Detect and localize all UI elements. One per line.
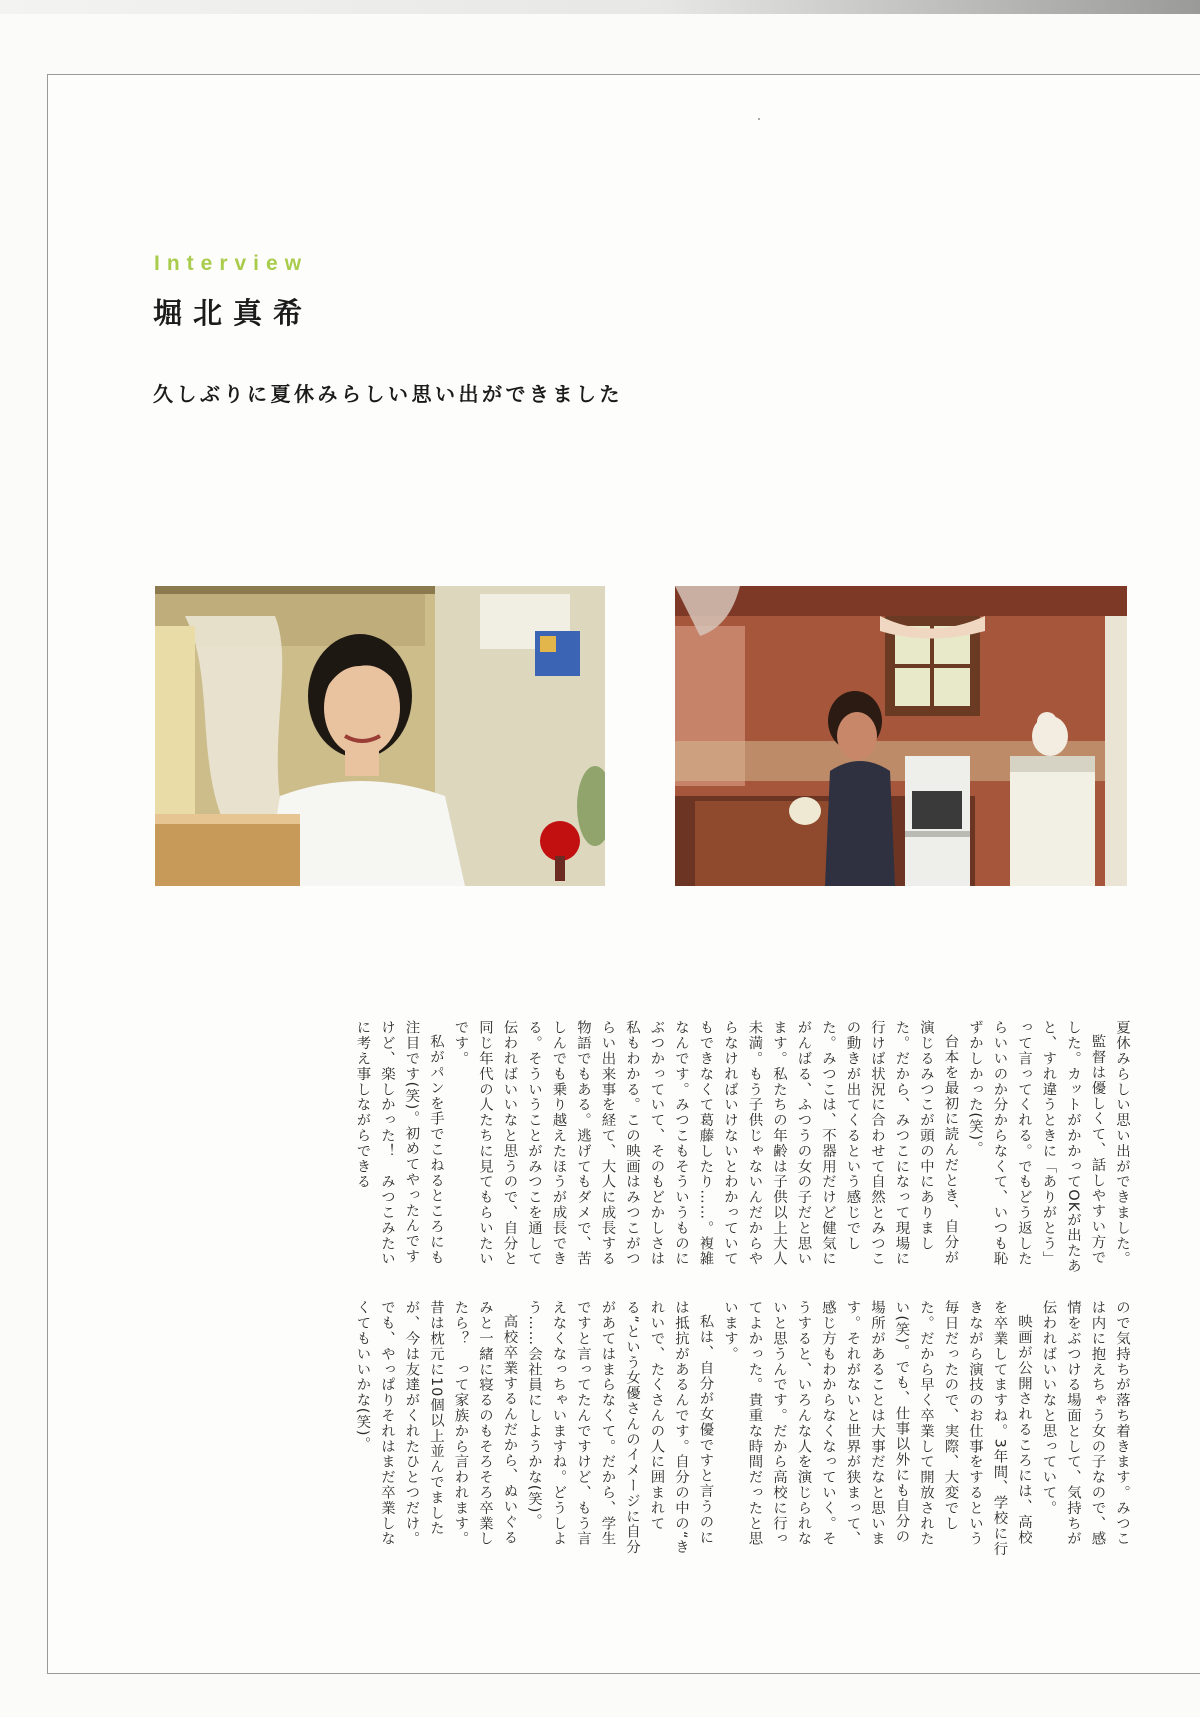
paragraph: 台本を最初に読んだとき、自分が演じるみつこが頭の中にありました。だから、みつこになって現場に行けば状況に合わせて自然とみつこの動きが出てくるという感じでした。みつこは、不器用だけど健気にがんばる、ふつうの女の子だと思います。私たちの年齢は子供以上大人未満。もう子供じゃないんだからやらなければいけないとわかっていてもできなくて葛藤したり……。複雑なんです。みつこもそういうものにぶつかっていて、そのもどかしさは私もわかる。この映画はみつこがつらい出来事を経て、大人に成長する物語でもある。逃げてもダメで、苦しんでも乗り越えたほうが成長できる。そういうことがみつこを通して伝わればいいなと思うので、自分と同じ年代の人たちに見てもらいたいです。: [452, 1020, 959, 1267]
paragraph: 私は、自分が女優ですと言うのには抵抗があるんです。自分の中の“きれいで、たくさんの人に囲まれてる”という女優さんのイメージに自分があてはまらなくて。だから、学生ですと言ってたんですけど、もう言えなくなっちゃいますね。どうしよう……会社員にしようかな(笑)。: [526, 1300, 714, 1555]
paragraph: 夏休みらしい思い出ができました。: [1114, 1020, 1130, 1267]
scan-edge: [0, 0, 1200, 14]
paragraph: ので気持ちが落ち着きます。みつこは内に抱えちゃう女の子なので、感情をぶつける場面として、気持ちが伝わればいいなと思っていて。: [1040, 1300, 1130, 1547]
paragraph: 私がパンを手でこねるところにも注目です(笑)。初めてやったんですけど、楽しかった！ みつこみたいに考え事しながらできる: [354, 1020, 444, 1267]
photo-left: [155, 586, 605, 886]
paragraph: 映画が公開されるころには、高校を卒業してますね。3年間、学校に行きながら演技のお仕事をするという毎日だったので、実際、大変でした。だから早く卒業して開放されたい(笑)。でも、仕事以外にも自分の場所があることは大事だなと思います。それがないと世界が狭まって、感じ方もわからなくなっていく。そうすると、いろんな人を演じられないと思うんです。だから高校に行ってよかった。貴重な時間だったと思います。: [722, 1300, 1032, 1557]
paragraph: 高校卒業するんだから、ぬいぐるみと一緒に寝るのもそろそろ卒業したら？ って家族から言われます。昔は枕元に10個以上並んでましたが、今は友達がくれたひとつだけ。でも、やっぱりそれはまだ卒業しなくてもいいかな(笑)。: [354, 1300, 518, 1547]
body-text-lower: [154, 1300, 1134, 1558]
article-headline: 久しぶりに夏休みらしい思い出ができました: [153, 382, 623, 406]
section-kicker: Interview: [154, 252, 309, 275]
print-mark: [758, 118, 760, 120]
interviewee-name: 堀北真希: [153, 296, 314, 330]
body-text-upper: [154, 1020, 1134, 1275]
paragraph: 監督は優しくて、話しやすい方でした。カットがかかってOKが出たあと、すれ違うときに「ありがとう」って言ってくれる。でもどう返したらいいのか分からなくて、いつも恥ずかしかった(笑)。: [967, 1020, 1106, 1274]
photo-right: [675, 586, 1127, 886]
